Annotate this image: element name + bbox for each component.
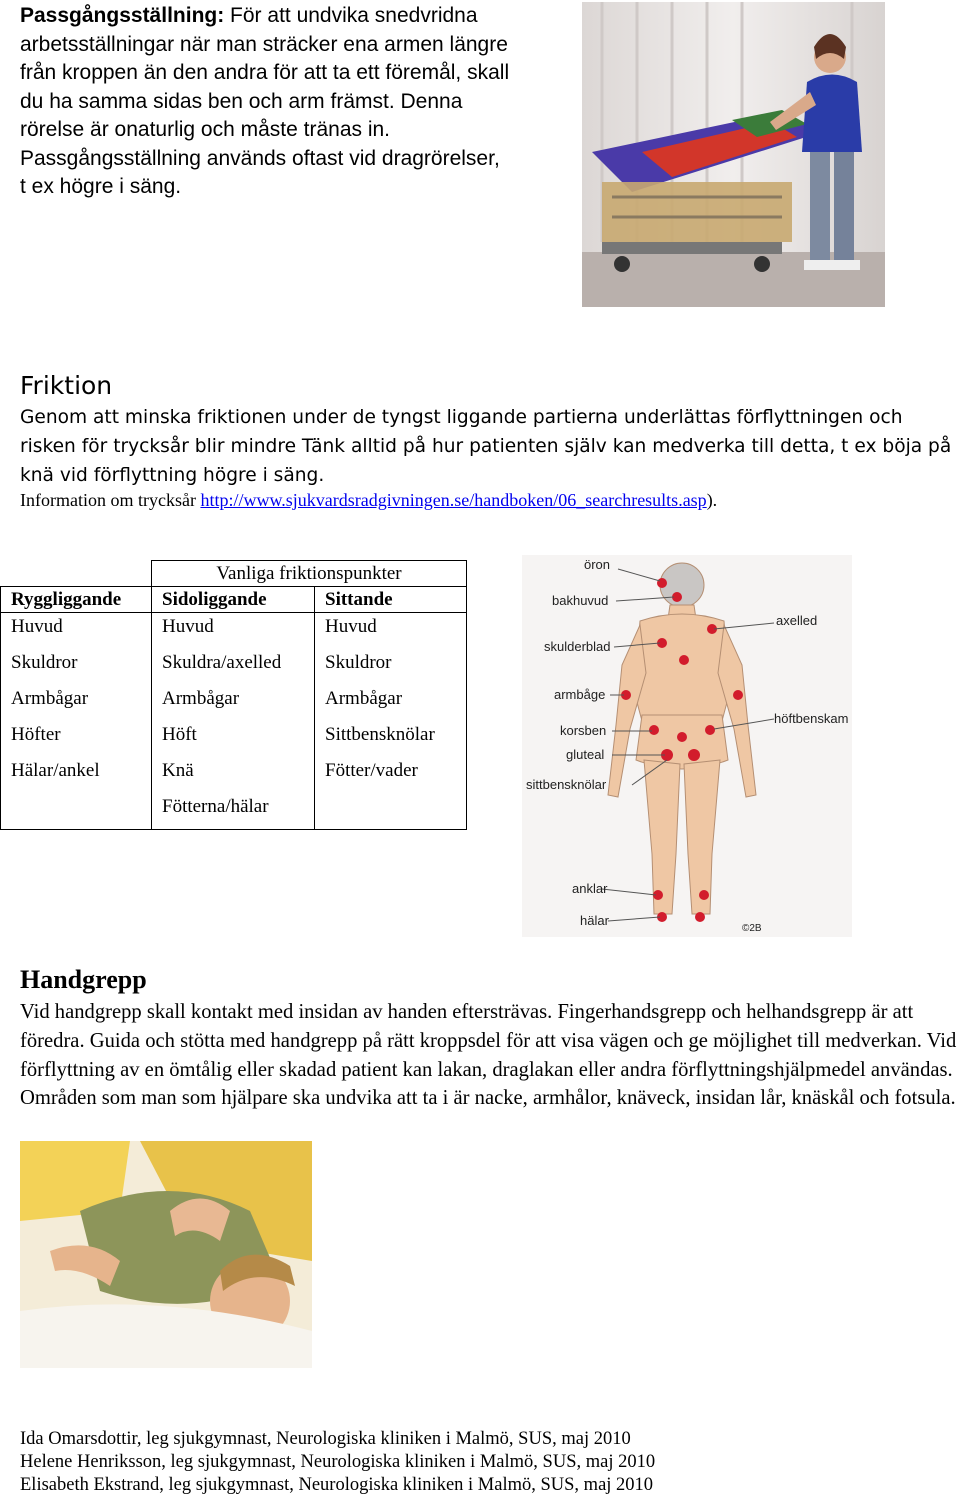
label-anklar: anklar [572,881,608,896]
footer-line: Helene Henriksson, leg sjukgymnast, Neurologiska kliniken i Malmö, SUS, maj 2010 [20,1452,656,1473]
label-armbage: armbåge [554,687,606,702]
friction-point [688,749,700,761]
table-cell: Hälar/ankel [1,757,152,793]
label-sittbensknolar: sittbensknölar [526,777,607,792]
table-cell [1,793,152,830]
table-row [1,793,467,830]
table-cell: Skuldror [315,649,467,685]
handgrepp-body: Vid handgrepp skall kontakt med insidan av handen eftersträvas. Fingerhandsgrepp och helhandsgrepp är att föredra. Guida och stötta med handgrepp på rätt kroppsdel för att visa vägen och ge möjlighet till medverkan. Vid förflyttning av en ömtålig eller skadad patient kan lakan, draglakan eller andra förflyttningshjälpmedel användas. Områden som man som hjälpare ska undvika att ta i är nacke, armhålor, knäveck, insidan lår, knäskål och fotsula. [20,1001,957,1110]
table-header-row [1,587,467,613]
table-cell: Armbågar [152,685,315,721]
table-cell: Fötterna/hälar [152,793,315,830]
friction-point [705,725,715,735]
table-cell: Höfter [1,721,152,757]
friction-point [649,725,659,735]
table-cell: Skuldror [1,649,152,685]
friktion-body: Genom att minska friktionen under de tyngst liggande partierna underlättas förflyttningen och risken för trycksår blir mindre Tänk alltid på hur patienten själv kan medverka till detta, t ex böja på knä vid förflyttning högre i säng. [20,407,952,486]
friction-point [695,912,705,922]
table-cell: Knä [152,757,315,793]
friction-point [733,690,743,700]
friktion-info-prefix: Information om trycksår [20,490,201,510]
label-hoftbenskam: höftbenskam [774,711,849,726]
table-cell: Fötter/vader [315,757,467,793]
table-title: Vanliga friktionspunkter [152,561,467,587]
table-cell: Huvud [1,613,152,650]
label-gluteal: gluteal [566,747,605,762]
label-copyright: ©2B [742,923,762,934]
handgrip-photo [20,1141,312,1368]
friction-body-diagram [522,555,852,937]
friction-point [657,578,667,588]
footer [20,1428,940,1498]
friktionspunkter-table [0,560,467,830]
label-skulderblad: skulderblad [544,639,611,654]
table-cell: Armbågar [315,685,467,721]
trycksar-link[interactable]: http://www.sjukvardsradgivningen.se/handboken/06_searchresults.asp [200,490,707,510]
table-cell [315,793,467,830]
col-header-sidoliggande: Sidoliggande [152,587,315,613]
table-cell: Sittbensknölar [315,721,467,757]
handgrepp-heading: Handgrepp [20,965,147,994]
table-row [1,685,467,721]
label-oron: öron [584,557,611,572]
bed-photo [582,2,885,307]
passgang-heading: Passgångsställning: [20,4,225,27]
footer-line: Elisabeth Ekstrand, leg sjukgymnast, Neurologiska kliniken i Malmö, SUS, maj 2010 [20,1475,654,1496]
friktion-info [20,488,960,512]
col-header-sittande: Sittande [315,587,467,613]
friction-point [699,890,709,900]
bed-photo-illustration [582,2,885,307]
friktion-heading: Friktion [20,371,113,400]
friction-point [679,655,689,665]
label-bakhuvud: bakhuvud [552,593,609,608]
table-cell: Höft [152,721,315,757]
table-cell: Huvud [152,613,315,650]
passgang-body: För att undvika snedvridna arbetsställningar när man sträcker ena armen längre från kroppen än den andra för att ta ett föremål, skall du ha samma sidas ben och arm främst. Denna rörelse är onaturlig och måste tränas in. Passgångsställning används oftast vid dragrörelser, t ex högre i säng. [20,4,510,198]
table-row [1,613,467,650]
passgang-paragraph [20,2,510,202]
table-row [1,721,467,757]
table-cell: Skuldra/axelled [152,649,315,685]
label-axelled: axelled [776,613,818,628]
label-korsben: korsben [560,723,607,738]
col-header-ryggliggande: Ryggliggande [1,587,152,613]
label-halar: hälar [580,913,609,928]
friction-point [677,732,687,742]
table-cell: Armbågar [1,685,152,721]
footer-line: Ida Omarsdottir, leg sjukgymnast, Neurologiska kliniken i Malmö, SUS, maj 2010 [20,1429,631,1449]
table-row [1,649,467,685]
body-figure [522,555,852,937]
table-row [1,757,467,793]
friktion-info-suffix: ). [706,490,718,510]
handgrip-photo-illustration [20,1141,312,1368]
table-cell: Huvud [315,613,467,650]
